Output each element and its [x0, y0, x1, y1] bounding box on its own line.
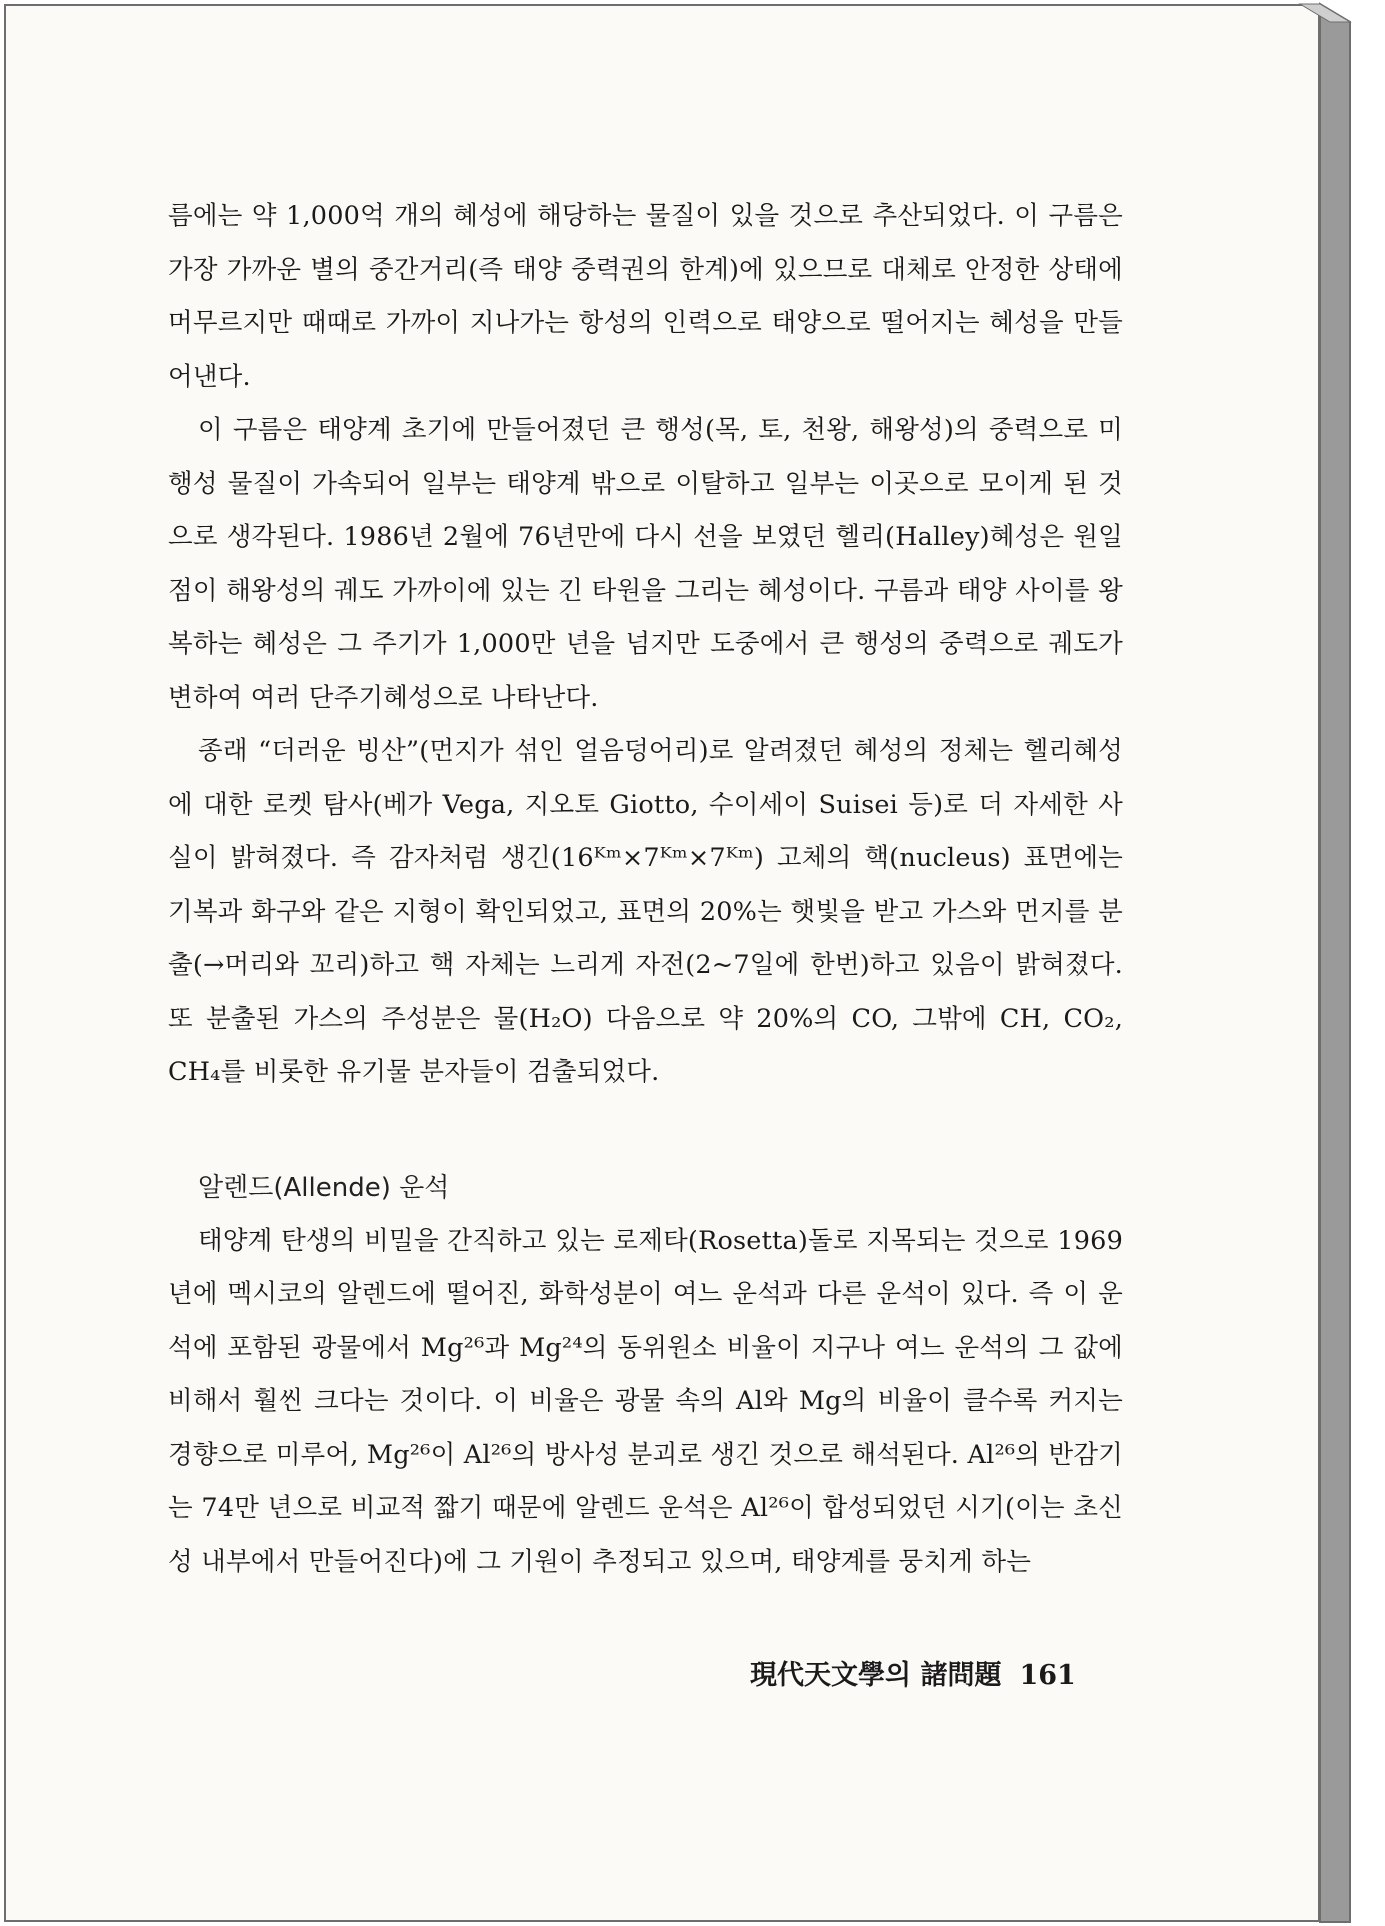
paragraph-1: 름에는 약 1,000억 개의 혜성에 해당하는 물질이 있을 것으로 추산되었다. 이 구름은 가장 가까운 별의 중간거리(즉 태양 중력권의 한계)에 있으므로 대체로 안정한 상태에 머무르지만 때때로 가까이 지나가는 항성의 인력으로 태양으로 떨어지는 혜성을 만들어낸다. — [168, 201, 1123, 392]
book-title: 現代天文學의 諸問題 — [750, 1660, 1002, 1691]
section-heading: 알렌드(Allende) 운석 — [198, 1172, 450, 1203]
running-footer — [750, 1653, 1076, 1692]
page-number: 161 — [1019, 1660, 1076, 1691]
page-content — [168, 190, 1123, 1589]
paragraph-3: 종래 “더러운 빙산”(먼지가 섞인 얼음덩어리)로 알려졌던 혜성의 정체는 헬리혜성에 대한 로켓 탐사(베가 Vega, 지오토 Giotto, 수이세이 Suisei 등)로 더 자세한 사실이 밝혀졌다. 즉 감자처럼 생긴(16ᴷᵐ×7ᴷᵐ×7ᴷᵐ) 고체의 핵(nucleus) 표면에는 기복과 화구와 같은 지형이 확인되었고, 표면의 20%는 햇빛을 받고 가스와 먼지를 분출(→머리와 꼬리)하고 핵 자체는 느리게 자전(2~7일에 한번)하고 있음이 밝혀졌다. 또 분출된 가스의 주성분은 물(H₂O) 다음으로 약 20%의 CO, 그밖에 CH, CO₂, CH₄를 비롯한 유기물 분자들이 검출되었다. — [168, 736, 1123, 1087]
section-paragraph: 태양계 탄생의 비밀을 간직하고 있는 로제타(Rosetta)돌로 지목되는 것으로 1969년에 멕시코의 알렌드에 떨어진, 화학성분이 여느 운석과 다른 운석이 있다. 즉 이 운석에 포함된 광물에서 Mg²⁶과 Mg²⁴의 동위원소 비율이 지구나 여느 운석의 그 값에 비해서 훨씬 크다는 것이다. 이 비율은 광물 속의 Al와 Mg의 비율이 클수록 커지는 경향으로 미루어, Mg²⁶이 Al²⁶의 방사성 분괴로 생긴 것으로 해석된다. Al²⁶의 반감기는 74만 년으로 비교적 짧기 때문에 알렌드 운석은 Al²⁶이 합성되었던 시기(이는 초신성 내부에서 만들어진다)에 그 기원이 추정되고 있으며, 태양계를 뭉치게 하는 — [168, 1225, 1123, 1577]
paragraph-2: 이 구름은 태양계 초기에 만들어졌던 큰 행성(목, 토, 천왕, 해왕성)의 중력으로 미행성 물질이 가속되어 일부는 태양계 밖으로 이탈하고 일부는 이곳으로 모이게 된 것으로 생각된다. 1986년 2월에 76년만에 다시 선을 보였던 헬리(Halley)혜성은 원일점이 해왕성의 궤도 가까이에 있는 긴 타원을 그리는 혜성이다. 구름과 태양 사이를 왕복하는 혜성은 그 주기가 1,000만 년을 넘지만 도중에서 큰 행성의 중력으로 궤도가 변하여 여러 단주기혜성으로 나타난다. — [168, 415, 1123, 713]
